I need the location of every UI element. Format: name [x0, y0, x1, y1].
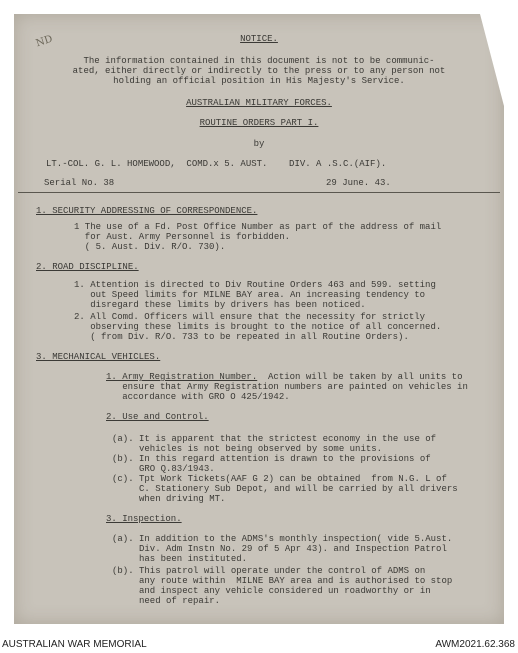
- by-text: by: [253, 139, 265, 149]
- section-3-3-line: has been instituted.: [112, 554, 248, 564]
- section-3-1: [106, 372, 462, 382]
- serial-number: Serial No. 38: [44, 178, 115, 188]
- footer-bar: [0, 638, 518, 653]
- section-3-title: 3. MECHANICAL VEHICLES.: [36, 352, 161, 362]
- section-1-title: 1. SECURITY ADDRESSING OF CORRESPONDENCE.: [36, 206, 258, 216]
- footer-id: AWM2021.62.368: [435, 639, 515, 650]
- section-2-title: 2. ROAD DISCIPLINE.: [36, 262, 139, 272]
- section-3-2-line: C. Stationery Sub Depot, and will be carried by all drivers: [112, 484, 458, 494]
- section-2-line: out Speed limits for MILNE BAY area. An increasing tendency to: [74, 290, 426, 300]
- section-3-2-heading: 2. Use and Control.: [106, 412, 209, 422]
- notice-title: NOTICE.: [240, 34, 278, 44]
- section-3-3-line: (b). This patrol will operate under the control of ADMS on: [112, 566, 426, 576]
- section-3-2-line: (c). Tpt Work Tickets(AAF G 2) can be obtained from N.G. L of: [112, 474, 447, 484]
- section-2-line: 2. All Comd. Officers will ensure that the necessity for strictly: [74, 312, 426, 322]
- section-3-2-line: vehicles is not being observed by some units.: [112, 444, 383, 454]
- section-3-3-line: and inspect any vehicle considered un roadworthy or in: [112, 586, 431, 596]
- section-2-line: 1. Attention is directed to Div Routine Orders 463 and 599. setting: [74, 280, 436, 290]
- divider: [18, 192, 500, 193]
- notice-line: holding an official position in His Majesty's Service.: [113, 76, 405, 86]
- section-3-1-text: Action will be taken by all units to: [257, 372, 463, 382]
- section-3-3-line: any route within MILNE BAY area and is authorised to stop: [112, 576, 453, 586]
- section-3-2-line: when driving MT.: [112, 494, 226, 504]
- section-2-line: ( from Div. R/O. 733 to be repeated in all Routine Orders).: [74, 332, 409, 342]
- section-1-line: ( 5. Aust. Div. R/O. 730).: [74, 242, 226, 252]
- section-3-2-line: (a). It is apparent that the strictest economy in the use of: [112, 434, 437, 444]
- section-2-line: disregard these limits by drivers has been noticed.: [74, 300, 366, 310]
- section-1-line: for Aust. Army Personnel is forbidden.: [74, 232, 291, 242]
- document-page: [14, 14, 504, 624]
- section-3-1-line: accordance with GRO O 425/1942.: [106, 392, 290, 402]
- order-date: 29 June. 43.: [326, 178, 391, 188]
- section-3-1-heading: 1. Army Registration Number.: [106, 372, 258, 382]
- section-3-3-line: (a). In addition to the ADMS's monthly inspection( vide 5.Aust.: [112, 534, 453, 544]
- section-3-2-line: GRO Q.83/1943.: [112, 464, 215, 474]
- section-2-line: observing these limits is brought to the notice of all concerned.: [74, 322, 442, 332]
- org-title: AUSTRALIAN MILITARY FORCES.: [186, 98, 332, 108]
- section-3-1-line: ensure that Army Registration numbers are painted on vehicles in: [106, 382, 468, 392]
- section-3-3-heading: 3. Inspection.: [106, 514, 182, 524]
- footer-credit: AUSTRALIAN WAR MEMORIAL: [2, 639, 147, 650]
- section-3-2-line: (b). In this regard attention is drawn to the provisions of: [112, 454, 431, 464]
- notice-line: ated, either directly or indirectly to the press or to any person not: [72, 66, 446, 76]
- section-3-3-line: Div. Adm Instn No. 29 of 5 Apr 43). and Inspection Patrol: [112, 544, 447, 554]
- orders-title: ROUTINE ORDERS PART I.: [199, 118, 319, 128]
- section-3-3-line: need of repair.: [112, 596, 221, 606]
- notice-line: The information contained in this document is not to be communic-: [83, 56, 435, 66]
- section-1-line: 1 The use of a Fd. Post Office Number as part of the address of mail: [74, 222, 442, 232]
- officer-line: LT.-COL. G. L. HOMEWOOD, COMD.x 5. AUST. DIV. A .S.C.(AIF).: [46, 159, 387, 169]
- handwritten-mark: ND: [34, 33, 55, 50]
